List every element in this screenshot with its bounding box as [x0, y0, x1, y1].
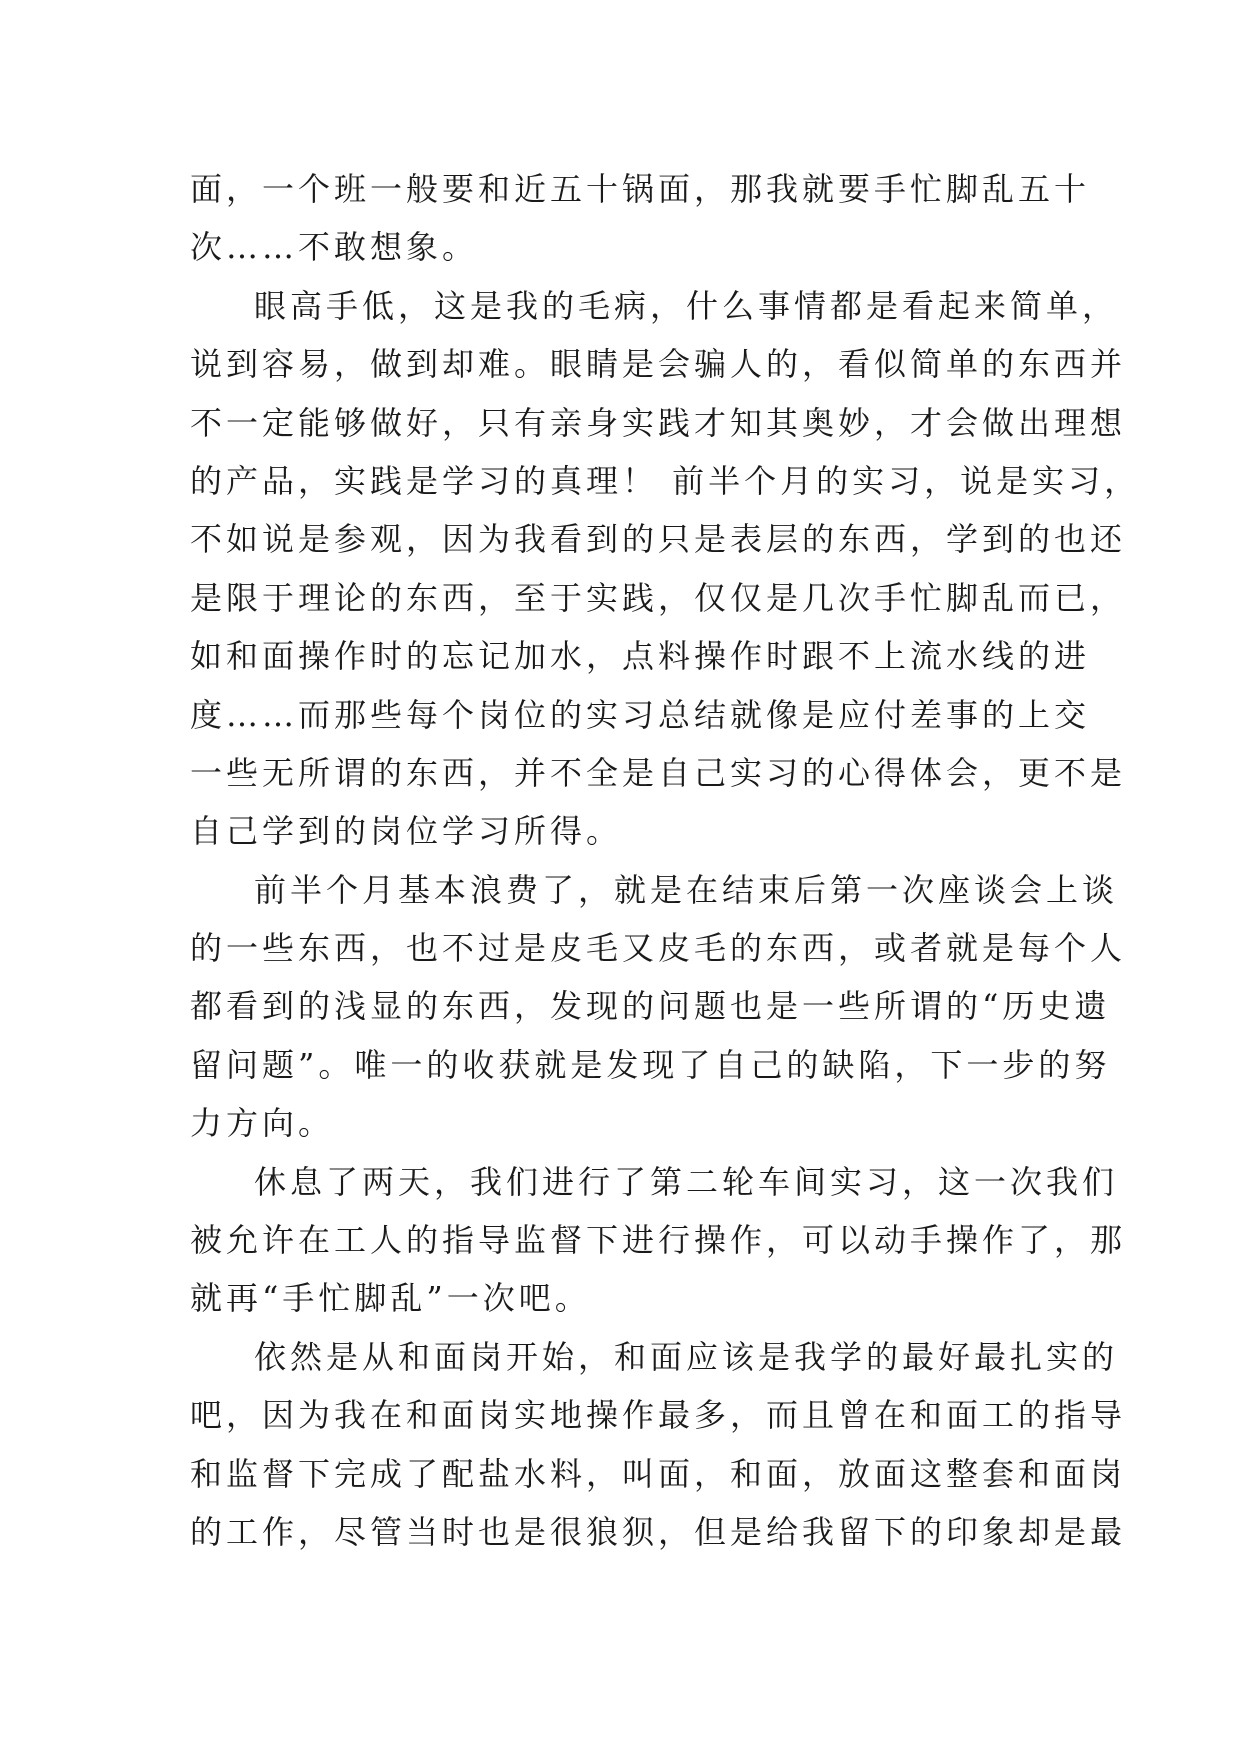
- text-line: 眼高手低，这是我的毛病，什么事情都是看起来简单，: [254, 286, 1119, 325]
- text-line: 如和面操作时的忘记加水，点料操作时跟不上流水线的进: [190, 637, 1091, 676]
- text-line: 的一些东西，也不过是皮毛又皮毛的东西，或者就是每个人: [190, 929, 1127, 968]
- text-line: 说到容易，做到却难。眼睛是会骗人的，看似简单的东西并: [190, 345, 1127, 384]
- text-line: 不一定能够做好，只有亲身实践才知其奥妙，才会做出理想: [190, 403, 1127, 442]
- text-line: 依然是从和面岗开始，和面应该是我学的最好最扎实的: [254, 1337, 1119, 1376]
- text-line: 不如说是参观，因为我看到的只是表层的东西，学到的也还: [190, 520, 1127, 559]
- text-line: 面，一个班一般要和近五十锅面，那我就要手忙脚乱五十: [190, 170, 1091, 208]
- text-line: 留问题”。唯一的收获就是发现了自己的缺陷，下一步的努: [190, 1045, 1111, 1084]
- text-line: 次……不敢想象。: [190, 228, 479, 267]
- text-line: 休息了两天，我们进行了第二轮车间实习，这一次我们: [254, 1162, 1119, 1201]
- text-line: 一些无所谓的东西，并不全是自己实习的心得体会，更不是: [190, 753, 1127, 792]
- text-line: 吧，因为我在和面岗实地操作最多，而且曾在和面工的指导: [190, 1396, 1127, 1435]
- text-line: 度……而那些每个岗位的实习总结就像是应付差事的上交: [190, 695, 1091, 734]
- text-line: 的产品，实践是学习的真理！ 前半个月的实习，说是实习，: [190, 461, 1141, 500]
- text-line: 都看到的浅显的东西，发现的问题也是一些所谓的“历史遗: [190, 987, 1111, 1026]
- text-line: 力方向。: [190, 1104, 335, 1143]
- text-line: 就再“手忙脚乱”一次吧。: [190, 1279, 591, 1318]
- text-line: 和监督下完成了配盐水料，叫面，和面，放面这整套和面岗: [190, 1454, 1127, 1493]
- text-line: 前半个月基本浪费了，就是在结束后第一次座谈会上谈: [254, 870, 1119, 909]
- text-line: 自己学到的岗位学习所得。: [190, 812, 623, 851]
- text-line: 是限于理论的东西，至于实践，仅仅是几次手忙脚乱而已，: [190, 578, 1127, 617]
- document-body: [190, 160, 1141, 1561]
- text-line: 的工作，尽管当时也是很狼狈，但是给我留下的印象却是最: [190, 1512, 1127, 1551]
- text-line: 被允许在工人的指导监督下进行操作，可以动手操作了，那: [190, 1221, 1127, 1260]
